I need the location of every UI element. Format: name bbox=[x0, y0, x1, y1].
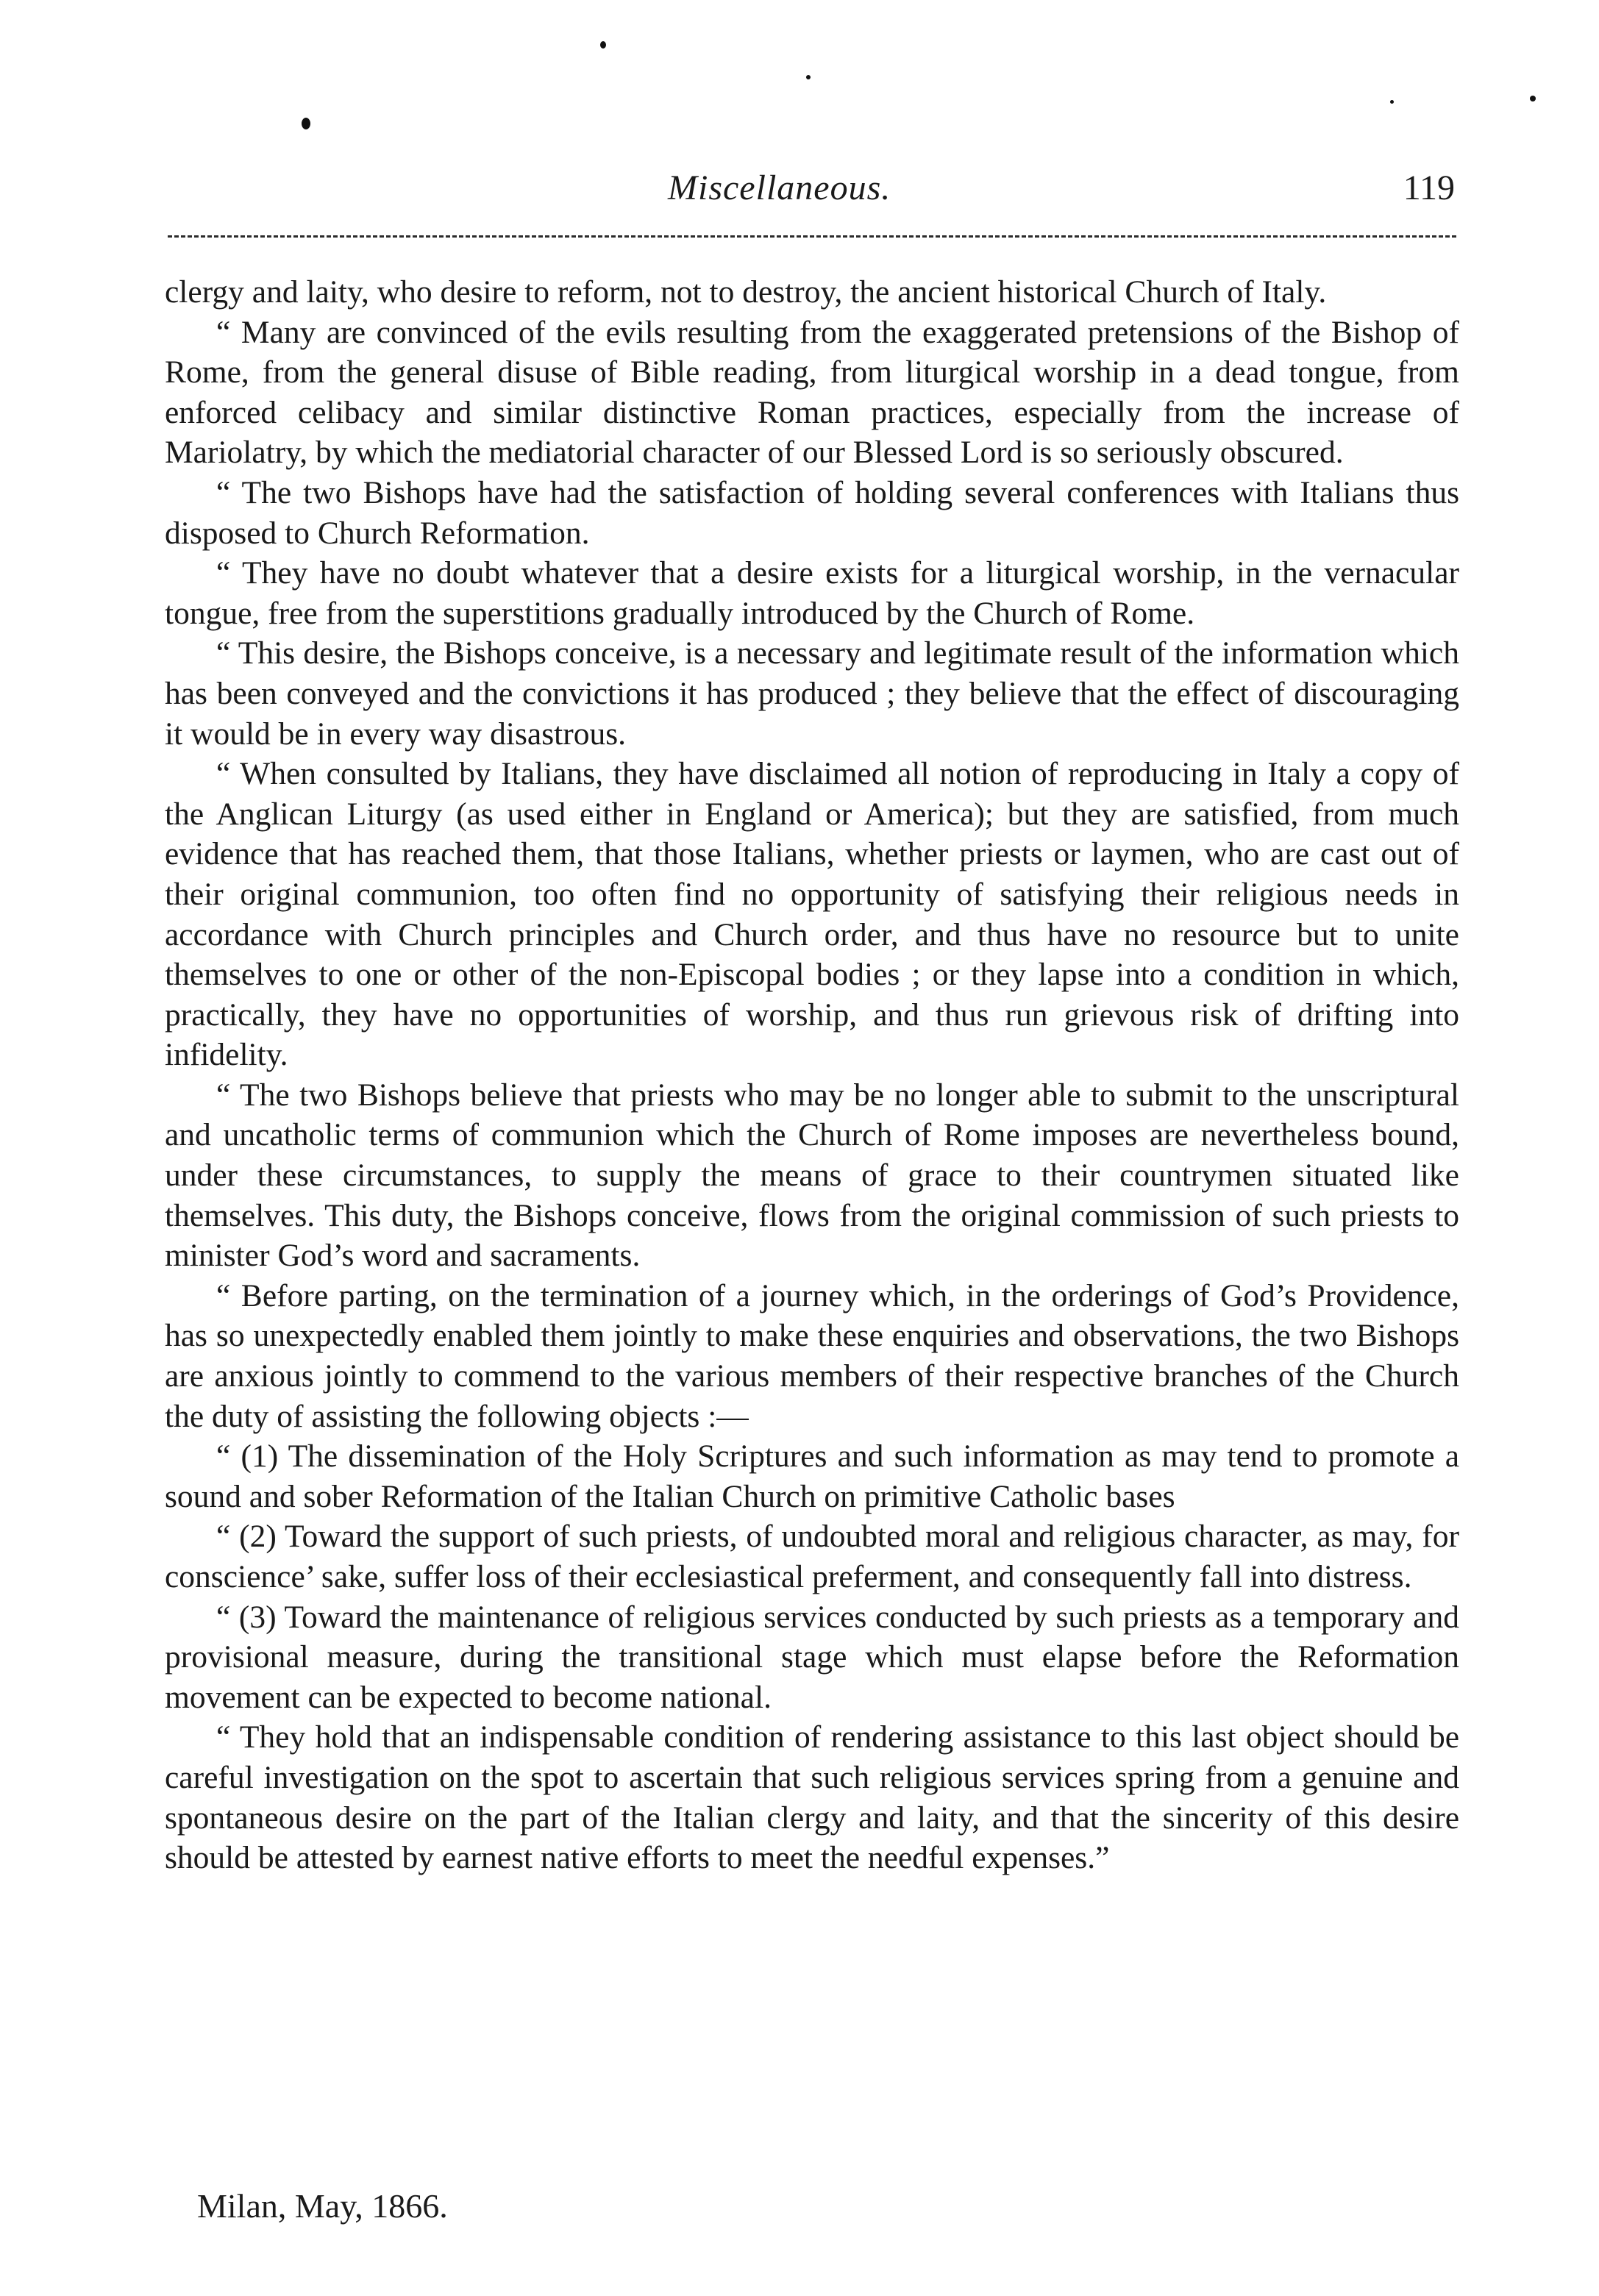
running-title: Miscellaneous. bbox=[668, 168, 891, 207]
body-text bbox=[165, 272, 1459, 1878]
ink-speck bbox=[806, 75, 811, 79]
paragraph: “ This desire, the Bishops conceive, is a necessary and legitimate result of the information which has been conveyed and the convictions it has produced ; they believe that the effect of discouraging it would be in every way disastrous. bbox=[165, 635, 1459, 752]
header-rule bbox=[168, 235, 1456, 238]
ink-speck bbox=[600, 41, 606, 49]
paragraph: “ When consulted by Italians, they have disclaimed all notion of reproducing in Italy a copy of the Anglican Liturgy (as used either in England or America); but they are satisfied, from much evidence that has reached them, that those Italians, whether priests or laymen, who are cast out of their original communion, too often find no opportunity of satisfying their religious needs in accordance with Church principles and Church order, and thus have no resource but to unite themselves to one or other of the non-Episcopal bodies ; or they lapse into a condition in which, practically, they have no opportunities of worship, and thus run grievous risk of drifting into infidelity. bbox=[165, 756, 1459, 1073]
paragraph: “ The two Bishops believe that priests who may be no longer able to submit to the unscriptural and uncatholic terms of communion which the Church of Rome imposes are nevertheless bound, under these circumstances, to supply the means of grace to their countrymen situated like themselves. This duty, the Bishops conceive, flows from the original commission of such priests to minister God’s word and sacraments. bbox=[165, 1077, 1459, 1274]
page-number: 119 bbox=[1403, 168, 1455, 207]
paragraph: “ They hold that an indispensable condition of rendering assistance to this last object should be careful investigation on the spot to ascertain that such religious services spring from a genuine and spontaneous desire on the part of the Italian clergy and laity, and that the sincerity of this desire should be attested by earnest native efforts to meet the needful expenses.” bbox=[165, 1719, 1459, 1876]
paragraph: “ Many are convinced of the evils resulting from the exaggerated pretensions of the Bishop of Rome, from the general disuse of Bible reading, from liturgical worship in a dead tongue, from enforced celibacy and similar distinctive Roman practices, especially from the increase of Mariolatry, by which the mediatorial character of our Blessed Lord is so seriously obscured. bbox=[165, 314, 1459, 471]
ink-speck bbox=[1390, 100, 1394, 104]
ink-speck bbox=[302, 118, 310, 129]
page-header bbox=[168, 168, 1455, 219]
ink-speck bbox=[1530, 96, 1536, 101]
signoff-date-line: Milan, May, 1866. bbox=[197, 2187, 448, 2225]
paragraph: “ (3) Toward the maintenance of religious services conducted by such priests as a temporary and provisional measure, during the transitional stage which must elapse before the Reformation movement can be expected to become national. bbox=[165, 1599, 1459, 1715]
paragraph: “ They have no doubt whatever that a desire exists for a liturgical worship, in the vernacular tongue, free from the superstitions gradually introduced by the Church of Rome. bbox=[165, 555, 1459, 631]
paragraph: clergy and laity, who desire to reform, not to destroy, the ancient historical Church of Italy. bbox=[165, 274, 1327, 310]
paragraph: “ (2) Toward the support of such priests, of undoubted moral and religious character, as may, for conscience’ sake, suffer loss of their ecclesiastical preferment, and consequently fall into distress. bbox=[165, 1519, 1459, 1594]
paragraph: “ The two Bishops have had the satisfaction of holding several conferences with Italians thus disposed to Church Reformation. bbox=[165, 474, 1459, 551]
paragraph: “ (1) The dissemination of the Holy Scriptures and such information as may tend to promote a sound and sober Reformation of the Italian Church on primitive Catholic bases bbox=[165, 1438, 1459, 1514]
paragraph: “ Before parting, on the termination of a journey which, in the orderings of God’s Providence, has so unexpectedly enabled them jointly to make these enquiries and observations, the two Bishops are anxious jointly to commend to the various members of their respective branches of the Church the duty of assisting the following objects :— bbox=[165, 1277, 1459, 1434]
